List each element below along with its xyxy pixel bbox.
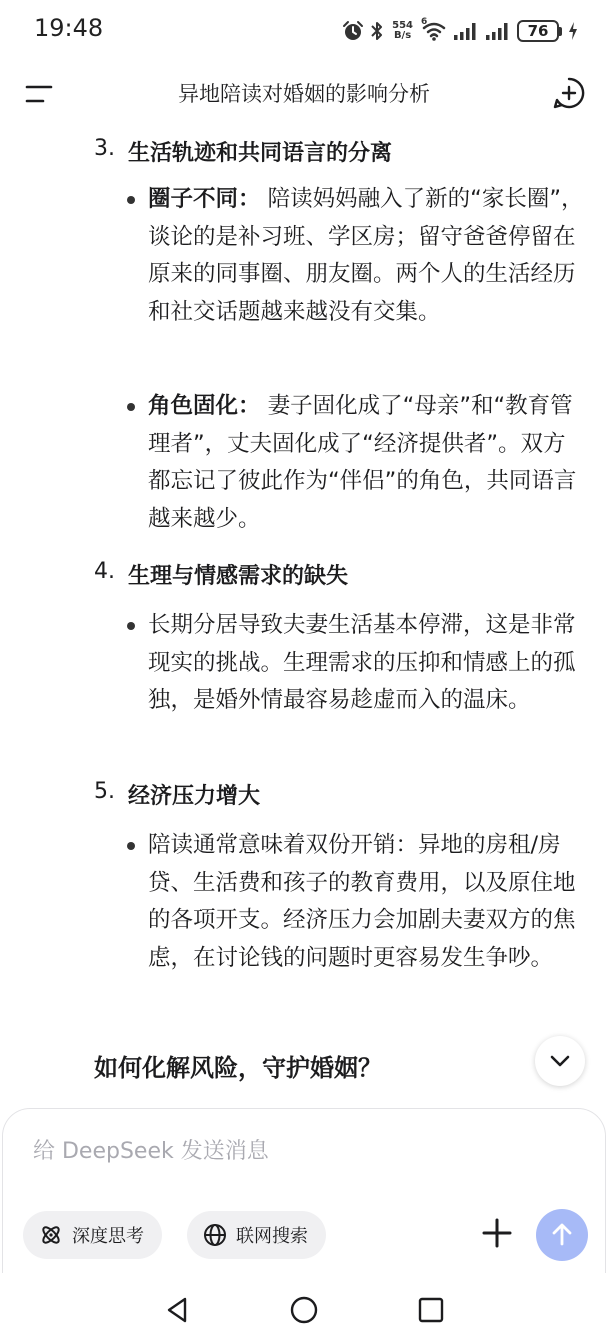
deep-think-button[interactable] — [23, 1211, 162, 1259]
message-input[interactable] — [33, 1139, 533, 1164]
battery-level: 76 — [517, 20, 559, 42]
charging-icon — [568, 21, 578, 41]
scroll-to-bottom-button[interactable] — [535, 1036, 585, 1086]
send-button[interactable] — [536, 1209, 588, 1261]
chat-title[interactable]: 异地陪读对婚姻的影响分析 — [178, 82, 430, 106]
recents-icon[interactable] — [416, 1295, 446, 1325]
net-speed-unit: B/s — [393, 30, 412, 41]
chat-content[interactable] — [0, 124, 608, 1109]
home-icon[interactable] — [289, 1295, 319, 1325]
section-title: 经济压力增大 — [128, 784, 261, 809]
bullet-text — [148, 181, 584, 331]
bullet-dot — [127, 842, 135, 850]
wifi-icon — [421, 17, 447, 42]
signal-icon — [485, 21, 511, 41]
section-title: 生活轨迹和共同语言的分离 — [128, 141, 393, 166]
bullet-text — [148, 388, 584, 538]
bullet-text — [148, 827, 584, 977]
bullet-body: 陪读妈妈融入了新的“家长圈”，谈论的是补习班、学区房；留守爸爸停留在原来的同事圈、朋友圈。两个人的生活经历和社交话题越来越没有交集。 — [148, 186, 584, 325]
section-title: 生理与情感需求的缺失 — [128, 564, 349, 589]
bullet-label: 圈子不同： — [148, 186, 261, 212]
status-bar — [0, 0, 608, 62]
web-search-button[interactable] — [187, 1211, 326, 1259]
input-panel — [2, 1108, 606, 1273]
attach-plus-icon[interactable] — [477, 1213, 517, 1253]
section-number: 3. — [94, 136, 115, 161]
bullet-dot — [127, 622, 135, 630]
signal-icon — [453, 21, 479, 41]
net-speed-value: 554 — [392, 20, 413, 31]
web-search-label: 联网搜索 — [236, 1226, 308, 1247]
bullet-label: 角色固化： — [148, 393, 261, 419]
deep-think-label: 深度思考 — [72, 1226, 144, 1247]
status-icons — [342, 16, 578, 46]
bullet-dot — [127, 196, 135, 204]
system-nav-bar — [0, 1273, 608, 1344]
wifi-badge: 6 — [421, 17, 428, 27]
bullet-body: 长期分居导致夫妻生活基本停滞，这是非常现实的挑战。生理需求的压抑和情感上的孤独，是婚外情最容易趁虚而入的温床。 — [148, 612, 576, 713]
bullet-body: 妻子固化成了“母亲”和“教育管理者”，丈夫固化成了“经济提供者”。双方都忘记了彼此作为“伴侣”的角色，共同语言越来越少。 — [148, 393, 577, 532]
chevron-down-icon — [549, 1054, 571, 1068]
bullet-body: 陪读通常意味着双份开销：异地的房租/房贷、生活费和孩子的教育费用，以及原住地的各项开支。经济压力会加剧夫妻双方的焦虑，在讨论钱的问题时更容易发生争吵。 — [148, 832, 576, 971]
bullet-dot — [127, 403, 135, 411]
arrow-up-icon — [549, 1222, 575, 1248]
net-speed — [392, 21, 413, 41]
bullet-text — [148, 607, 584, 720]
bluetooth-icon — [370, 20, 384, 42]
section-number: 4. — [94, 559, 115, 584]
app-header — [0, 62, 608, 124]
back-icon[interactable] — [163, 1295, 193, 1325]
section-number: 5. — [94, 779, 115, 804]
battery-icon — [517, 20, 562, 42]
alarm-icon — [342, 20, 364, 42]
atom-icon — [39, 1223, 63, 1247]
next-section-heading: 如何化解风险，守护婚姻？ — [94, 1054, 382, 1082]
status-time: 19:48 — [34, 14, 104, 42]
new-chat-icon[interactable] — [552, 76, 586, 110]
globe-icon — [203, 1223, 227, 1247]
